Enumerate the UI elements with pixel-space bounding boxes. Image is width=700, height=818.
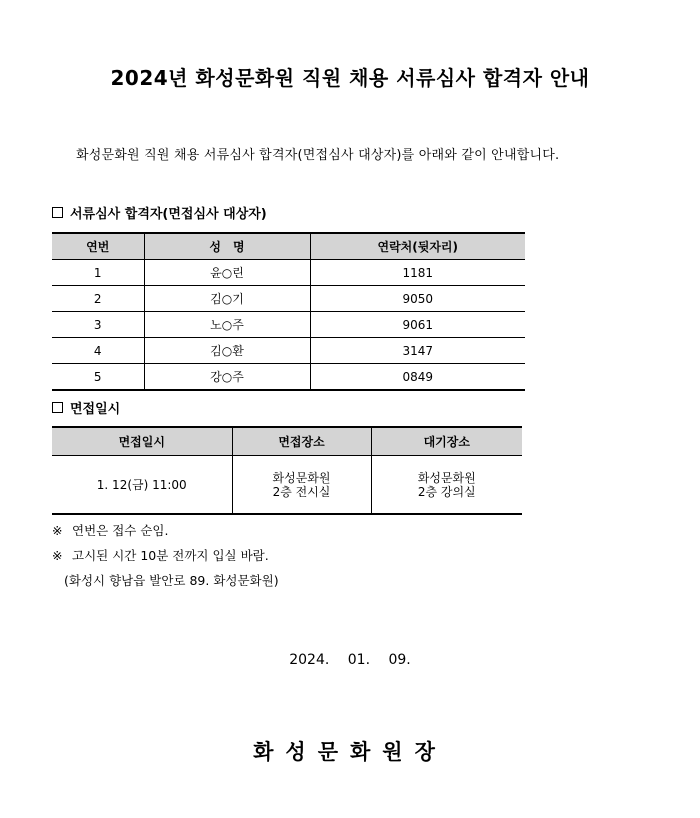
cell-phone: 0849 — [310, 364, 525, 391]
column-header: 대기장소 — [371, 427, 522, 456]
section-heading-label: 서류심사 합격자(면접심사 대상자) — [70, 207, 267, 222]
note-text: 고시된 시간 10분 전까지 입실 바람. — [72, 548, 269, 563]
column-header: 연락처(뒷자리) — [310, 233, 525, 260]
waiting-line: 화성문화원 — [417, 470, 476, 485]
checkbox-square-icon — [52, 207, 63, 218]
cell-waiting-place — [371, 456, 522, 515]
cell-phone: 1181 — [310, 260, 525, 286]
place-line: 2층 전시실 — [272, 484, 331, 499]
table-row — [52, 364, 525, 391]
table-header-row — [52, 233, 525, 260]
document-date: 2024. 01. 09. — [289, 652, 411, 668]
cell-place — [232, 456, 371, 515]
cell-phone: 9061 — [310, 312, 525, 338]
place-line: 화성문화원 — [272, 470, 331, 485]
cell-name: 강○주 — [144, 364, 310, 391]
note-1 — [52, 521, 168, 539]
table-row — [52, 286, 525, 312]
cell-no: 3 — [52, 312, 144, 338]
cell-no: 5 — [52, 364, 144, 391]
document-title: 2024년 화성문화원 직원 채용 서류심사 합격자 안내 — [110, 66, 590, 90]
column-header: 면접장소 — [232, 427, 371, 456]
cell-name: 윤○린 — [144, 260, 310, 286]
reference-mark-icon: ※ — [52, 523, 63, 538]
cell-datetime: 1. 12(금) 11:00 — [52, 456, 232, 515]
cell-no: 4 — [52, 338, 144, 364]
cell-name: 김○기 — [144, 286, 310, 312]
cell-phone: 3147 — [310, 338, 525, 364]
column-header: 연번 — [52, 233, 144, 260]
section-heading-interview — [52, 398, 120, 417]
note-2-address: (화성시 향남읍 발안로 89. 화성문화원) — [64, 573, 279, 588]
column-header: 성 명 — [144, 233, 310, 260]
cell-no: 1 — [52, 260, 144, 286]
table-row — [52, 338, 525, 364]
note-text: 연번은 접수 순임. — [72, 523, 169, 538]
column-header: 면접일시 — [52, 427, 232, 456]
applicants-table — [52, 232, 525, 391]
cell-name: 노○주 — [144, 312, 310, 338]
cell-phone: 9050 — [310, 286, 525, 312]
interview-schedule-table — [52, 426, 522, 515]
cell-name: 김○환 — [144, 338, 310, 364]
cell-no: 2 — [52, 286, 144, 312]
table-row — [52, 260, 525, 286]
waiting-line: 2층 강의실 — [417, 484, 476, 499]
table-row — [52, 456, 522, 515]
intro-text: 화성문화원 직원 채용 서류심사 합격자(면접심사 대상자)를 아래와 같이 안내합니다. — [76, 148, 560, 163]
reference-mark-icon: ※ — [52, 548, 63, 563]
section-heading-applicants — [52, 203, 267, 222]
checkbox-square-icon — [52, 402, 63, 413]
signer-name: 화성문화원장 — [253, 740, 447, 764]
table-row — [52, 312, 525, 338]
section-heading-label: 면접일시 — [70, 402, 121, 417]
table-header-row — [52, 427, 522, 456]
note-2 — [52, 546, 269, 564]
